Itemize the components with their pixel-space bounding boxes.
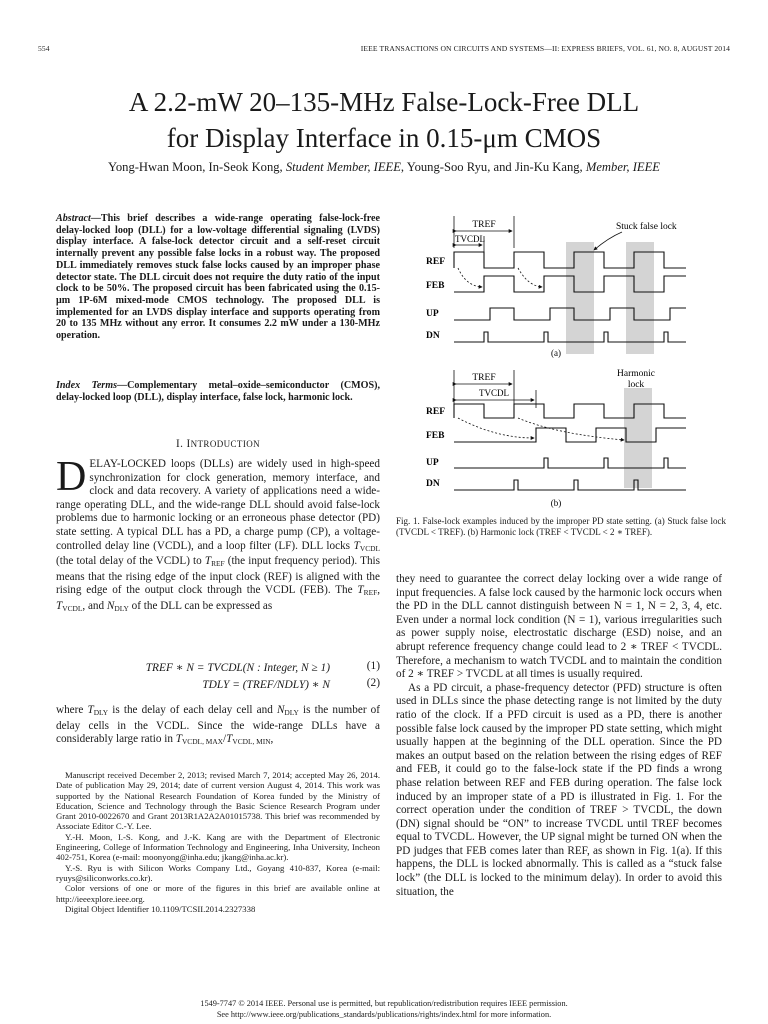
where-text-a: where bbox=[56, 704, 88, 716]
footnote-affiliation-2: Y.-S. Ryu is with Silicon Works Company Ltd., Goyang 410-837, Korea (e-mail: ryuys@siliconworks.co.kr). bbox=[56, 862, 380, 883]
intro-text-b: (the total delay of the VCDL) to bbox=[56, 555, 205, 568]
sym-tvcdl-2: T bbox=[56, 599, 63, 612]
abstract-text: —This brief describes a wide-range operating false-lock-free delay-locked loop (DLL) for a low-voltage differential signaling (LVDS) display interface. A false-lock detector circuit and a self-reset circuit internally prevent any possible false locks in a robust way. The proposed DLL immediately removes stuck false locks caused by an improper phase detector state. The DLL circuit does not require the duty ratio of the input clock to be 50%. The proposed circuit has been fabricated using the 0.15-μm 1P-6M mixed-mode CMOS technology. The proposed DLL is implemented for an LVDS display interface and supports operating from 20 to 135 MHz without any error. It consumes 2.2 mW under a 130-MHz operation. bbox=[56, 213, 380, 342]
equation-number-1: (1) bbox=[366, 660, 380, 672]
right-column-text bbox=[396, 573, 722, 899]
intro-text-c: (the input frequency period). This means that the rising edge of the input clock (REF) is aligned with the rising edge of the output clock through the VCDL (FEB). The bbox=[56, 555, 380, 597]
tvcdl-label-b: TVCDL bbox=[479, 388, 509, 398]
index-terms bbox=[56, 380, 380, 403]
footnotes bbox=[56, 770, 380, 914]
where-text-c: is the number of delay cells in the VCDL. Since the wide-range DLLs have a considerably large ratio in bbox=[56, 704, 380, 746]
harmonic-lock-shade bbox=[624, 388, 652, 488]
author-role-2: Member, IEEE bbox=[585, 160, 660, 174]
where-text-d: , bbox=[270, 733, 274, 746]
paper-title bbox=[38, 84, 730, 156]
equation-1: TREF ∗ N = TVCDL(N : Integer, N ≥ 1) bbox=[145, 662, 330, 674]
journal-name: IEEE TRANSACTIONS ON CIRCUITS AND SYSTEMS—II: EXPRESS BRIEFS, VOL. 61, NO. 8, AUGUST 2014 bbox=[360, 44, 730, 53]
sym-tdly: T bbox=[87, 704, 94, 716]
sub-tdly: DLY bbox=[93, 708, 109, 717]
timing-diagram bbox=[396, 212, 726, 512]
harmonic-annotation-line-1: Harmonic bbox=[617, 369, 655, 379]
edge-arrow-a2 bbox=[518, 268, 542, 287]
page-number: 554 bbox=[38, 44, 50, 53]
sym-ndly-2: N bbox=[276, 704, 285, 716]
section-first-letter: I bbox=[186, 438, 191, 450]
right-paragraph-2: As a PD circuit, a phase-frequency detector (PFD) structure is often used in DLLs since the phase detecting range is not limited by the duty ratio of the clock. If a PFD circuit is used as a PD, there is another possible false lock caused by the improper PD state setting, which might usually happen at the beginning of the DLL operation. Since the PD makes an output based on the relation between the rising edges of REF and FEB, it could go to the false-lock state if the PD finds a wrong phase relation between REF and FEB during operation. The false lock induced by an improper state of a PD is illustrated in Fig. 1. For the correct operation under the condition of TREF > TVCDL, the down (DN) signal should be “ON” to increase TVCDL until TREF becomes equal to TVCDL. However, the UP signal might be turned ON when the PD judges that FEB comes later than REF, as shown in Fig. 1(a). If this happens, the DLL is locked abnormally. This is called as a “stuck false lock” (the DLL is locked to the minimum delay). In order to avoid this situation, the bbox=[396, 681, 722, 898]
right-paragraph-1: they need to guarantee the correct delay locking over a wide range of input frequencies. A false lock caused by the harmonic lock occurs when the PD in the DLL cannot distinguish between N = 1, N = 2, 3, 4, etc. Even under a normal lock condition (N = 1), various irregularities such as power supply noise, electrostatic discharge (ESD) noise, and an abrupt reference frequency change could lead to 2 ∗ TREF < TVCDL. Therefore, a mechanism to watch TVCDL and to maintain the condition of 2 ∗ TREF > TVCDL at all times is usually required. bbox=[396, 573, 722, 681]
equation-row-2 bbox=[56, 677, 380, 694]
signal-up-a: UP bbox=[426, 309, 439, 319]
signal-feb-b: FEB bbox=[426, 431, 445, 441]
stuck-lock-shade-1 bbox=[566, 242, 594, 354]
intro-text-d: , bbox=[377, 584, 380, 597]
sub-tref: REF bbox=[211, 559, 225, 569]
edge-arrow-a1 bbox=[458, 268, 482, 287]
footer-line-1: 1549-7747 © 2014 IEEE. Personal use is permitted, but republication/redistribution requires IEEE permission. bbox=[200, 999, 568, 1008]
authors-part-2: , Young-Soo Ryu, and Jin-Ku Kang, bbox=[400, 160, 586, 174]
footnote-manuscript: Manuscript received December 2, 2013; revised March 7, 2014; accepted May 26, 2014. Date of publication May 29, 2014; date of current version August 4, 2014. This work was supported by the National Research Foundation of Korea funded by the Ministry of Education, Science and Technology through the Basic Science Research Program under Grant 2010-0022670 and Grant 2013R1A2A2A01015738. This brief was recommended by Associate Editor C.-Y. Lee. bbox=[56, 770, 380, 832]
panel-a bbox=[426, 216, 686, 358]
abstract-lead: Abstract bbox=[56, 213, 91, 224]
figure-1 bbox=[396, 212, 726, 512]
title-line-2: for Display Interface in 0.15-μm CMOS bbox=[166, 123, 602, 153]
footnote-doi: Digital Object Identifier 10.1109/TCSII.2014.2327338 bbox=[65, 903, 256, 914]
annotation-arrow bbox=[594, 232, 622, 250]
section-numeral: I. bbox=[175, 438, 187, 450]
tref-label-b: TREF bbox=[472, 373, 496, 383]
tref-label: TREF bbox=[472, 220, 496, 230]
abstract bbox=[56, 213, 380, 342]
sym-tvcdl: T bbox=[353, 539, 360, 552]
running-header bbox=[38, 44, 730, 58]
signal-ref-b: REF bbox=[426, 407, 445, 417]
figure-caption: Fig. 1. False-lock examples induced by the improper PD state setting. (a) Stuck false lock (TVCDL < TREF). (b) Harmonic lock (TREF < TVCDL < 2 ∗ TREF). bbox=[396, 516, 726, 537]
sublabel-b: (b) bbox=[550, 498, 562, 508]
signal-up-b: UP bbox=[426, 458, 439, 468]
sub-ndly-2: DLY bbox=[284, 708, 299, 717]
stuck-false-lock-annotation: Stuck false lock bbox=[616, 222, 677, 232]
sym-ndly: N bbox=[106, 599, 115, 612]
stuck-lock-shade-2 bbox=[626, 242, 654, 354]
intro-text-a: ELAY-LOCKED loops (DLLs) are widely used in high-speed synchronization for clock generation, memory interface, and clock and data recovery. A variety of applications need a wide-range operating DLL, and the wide-range DLL should avoid false-lock problems due to harmonic locking or an erroneous phase detector (PD) state setting. A typical DLL has a PD, a charge pump (CP), a voltage-controlled delay line (VCDL), and a loop filter (LF). DLL locks bbox=[56, 458, 380, 552]
section-heading bbox=[56, 438, 380, 450]
sub-ndly: DLY bbox=[114, 603, 129, 613]
index-terms-lead: Index Terms bbox=[56, 380, 118, 391]
sub-tvcdl-2: VCDL bbox=[62, 603, 83, 613]
edge-arrow-b1 bbox=[458, 418, 534, 438]
footer-line-2: See http://www.ieee.org/publications_standards/publications/rights/index.html for more information. bbox=[216, 1010, 552, 1019]
intro-text-f: of the DLL can be expressed as bbox=[128, 599, 273, 612]
signal-feb-a: FEB bbox=[426, 281, 445, 291]
tvcdl-label: TVCDL bbox=[455, 234, 485, 244]
title-line-1: A 2.2-mW 20–135-MHz False-Lock-Free DLL bbox=[128, 87, 640, 117]
signal-dn-a: DN bbox=[426, 331, 440, 341]
sym-tvcdl-min: T bbox=[226, 733, 233, 746]
equation-number-2: (2) bbox=[366, 677, 380, 689]
authors-part-1: Yong-Hwan Moon, In-Seok Kong, bbox=[108, 160, 286, 174]
footnote-color: Color versions of one or more of the figures in this brief are available online at http://ieeexplore.ieee.org. bbox=[56, 883, 380, 904]
intro-paragraph bbox=[56, 454, 380, 616]
signal-dn-b: DN bbox=[426, 479, 440, 489]
section-title-rest: NTRODUCTION bbox=[190, 439, 261, 449]
sublabel-a: (a) bbox=[551, 348, 561, 358]
drop-cap: D bbox=[56, 454, 87, 500]
index-terms-text: —Complementary metal–oxide–semiconductor (CMOS), delay-locked loop (DLL), display interface, false lock, harmonic lock. bbox=[56, 380, 380, 403]
equation-2: TDLY = (TREF/NDLY) ∗ N bbox=[202, 679, 330, 691]
author-list bbox=[38, 160, 730, 175]
equations bbox=[56, 660, 380, 694]
copyright-footer bbox=[38, 998, 730, 1020]
sub-tvcdl: VCDL bbox=[359, 543, 380, 553]
sym-tref: T bbox=[204, 555, 212, 568]
sym-tvcdl-max: T bbox=[175, 733, 182, 746]
equation-row-1 bbox=[56, 660, 380, 677]
intro-text-e: , and bbox=[82, 599, 107, 612]
where-text-b: is the delay of each delay cell and bbox=[108, 704, 277, 716]
harmonic-annotation-line-2: lock bbox=[627, 380, 645, 390]
footnote-affiliation-1: Y.-H. Moon, I.-S. Kong, and J.-K. Kang are with the Department of Electronic Engineering, College of Information Technology and Engineering, Inha University, Incheon 402-751, Korea (e-mail: moonyong@inha.edu; jkang@inha.ac.kr). bbox=[56, 831, 380, 863]
edge-arrow-b2 bbox=[518, 418, 624, 440]
where-paragraph bbox=[56, 704, 380, 749]
sub-tref-2: REF bbox=[363, 588, 378, 598]
sym-tref-2: T bbox=[357, 584, 364, 597]
author-role-1: Student Member, IEEE bbox=[285, 160, 401, 174]
signal-ref-a: REF bbox=[426, 257, 445, 267]
sub-tvcdl-min: VCDL, MIN bbox=[232, 737, 271, 747]
panel-b bbox=[426, 369, 686, 508]
where-slash: / bbox=[223, 733, 227, 746]
sub-tvcdl-max: VCDL, MAX bbox=[181, 737, 224, 747]
